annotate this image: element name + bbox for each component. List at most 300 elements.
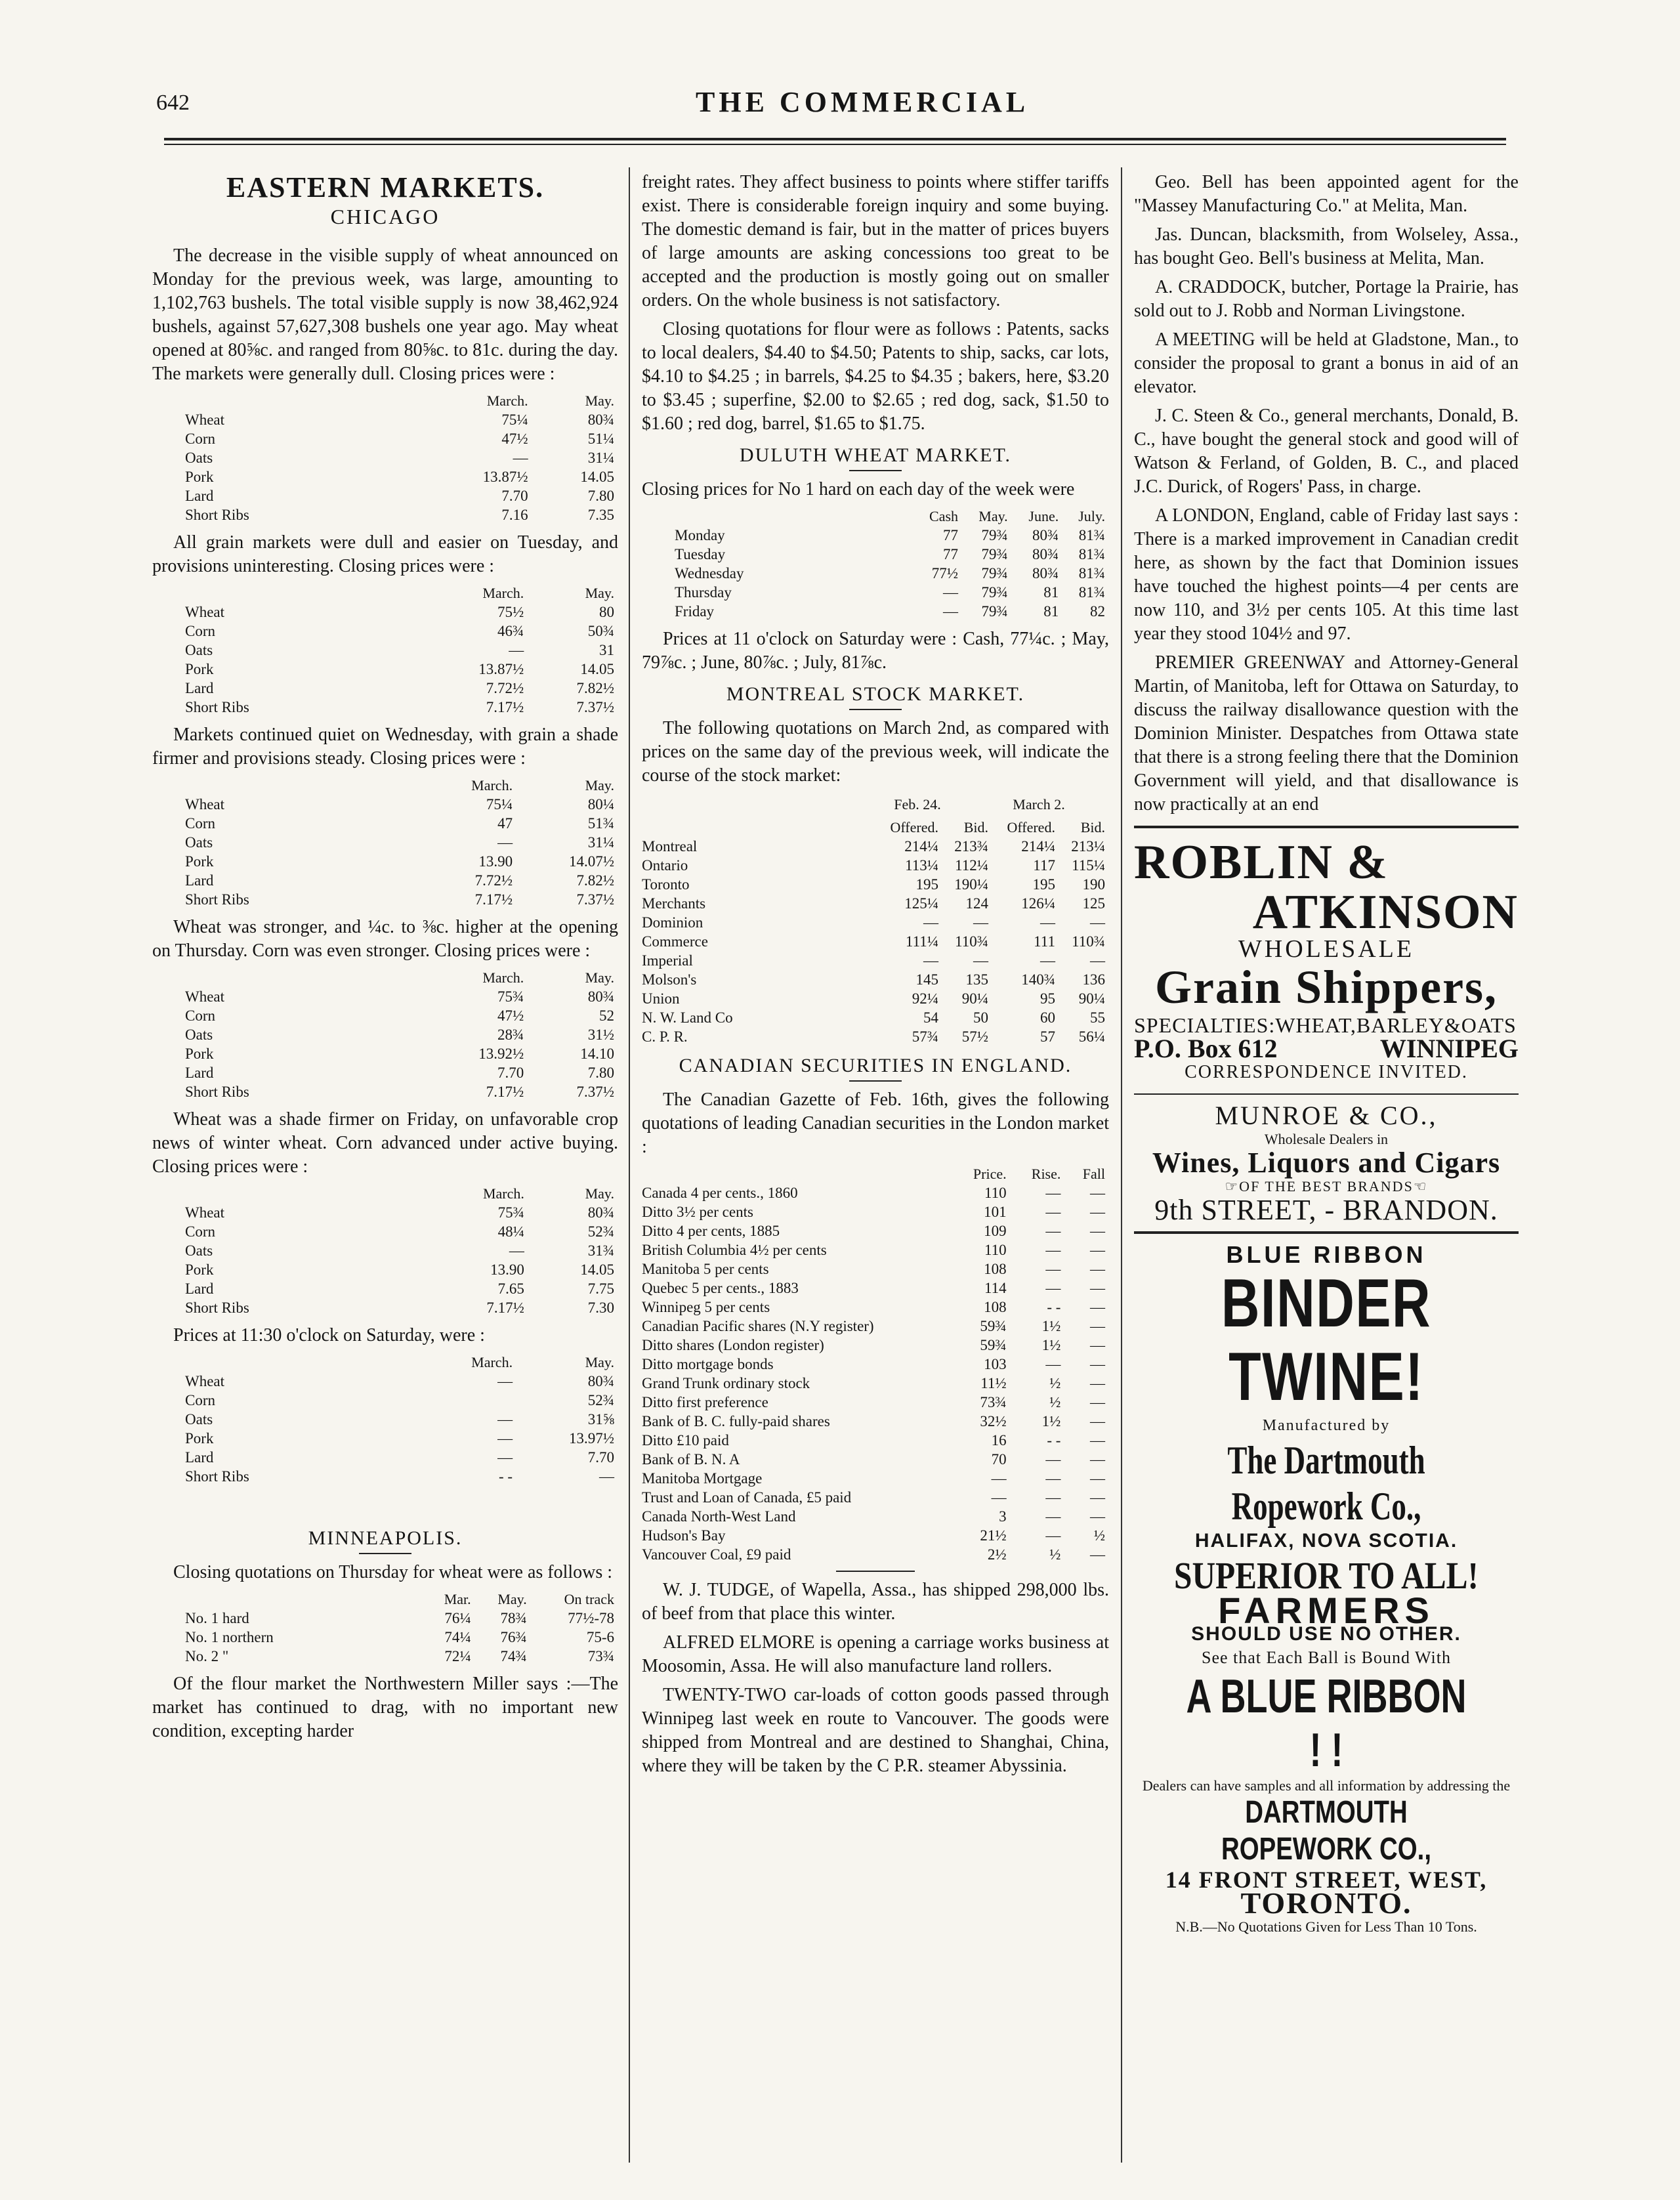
row-value: 80¾ — [587, 1373, 614, 1389]
news-item: Jas. Duncan, blacksmith, from Wolseley, Assa., has bought Geo. Bell's business at Melita, Man. — [1134, 224, 1519, 268]
row-value: 74¼ — [444, 1629, 471, 1645]
row-value: 213¾ — [954, 838, 988, 855]
row-value: 31¼ — [587, 450, 614, 466]
row-value: 56¼ — [1078, 1028, 1105, 1045]
montreal-date-march: March 2. — [1013, 796, 1065, 813]
table-header-cell: Cash — [929, 508, 959, 524]
row-value: 7.65 — [497, 1280, 524, 1297]
row-value: 7.17½ — [486, 1084, 524, 1100]
row-value: 80¾ — [587, 988, 614, 1005]
row-value: 125¼ — [904, 895, 938, 912]
row-value: 110¾ — [1072, 933, 1105, 950]
montreal-date-headers — [642, 793, 1109, 816]
row-value: 190 — [1082, 876, 1105, 893]
ad-twine-see-that: See that Each Ball is Bound With — [1202, 1648, 1451, 1667]
news-tudge: W. J. TUDGE, of Wapella, Assa., has shipped 298,000 lbs. of beef from that place this winter. — [642, 1580, 1109, 1624]
ad-roblin-address — [1134, 1034, 1519, 1063]
chicago-tuesday-text: All grain markets were dull and easier on Tuesday, and provisions uninteresting. Closing prices were : — [152, 532, 618, 576]
row-value: 7.70 — [497, 1065, 524, 1081]
column-news-and-ads — [1134, 171, 1519, 1939]
row-value: 13.87½ — [478, 661, 524, 677]
chicago-saturday-table — [152, 1353, 618, 1486]
row-value: 79¾ — [981, 565, 1008, 582]
table-row — [152, 698, 618, 717]
row-value: — — [1090, 1546, 1105, 1563]
row-value: 7.75 — [587, 1280, 614, 1297]
row-value: 7.16 — [501, 507, 528, 523]
row-label: Lard — [185, 680, 214, 696]
row-label: Oats — [185, 1411, 213, 1428]
table-row — [642, 526, 1109, 545]
row-value: 80¾ — [1032, 565, 1059, 582]
table-header-cell — [152, 1184, 423, 1203]
table-header-cell: June. — [1028, 508, 1059, 524]
row-value: 214¼ — [904, 838, 938, 855]
table-row — [642, 1240, 1109, 1259]
row-value: 79¾ — [981, 527, 1008, 543]
subheading-chicago: CHICAGO — [330, 205, 440, 228]
subheading-minneapolis: MINNEAPOLIS. — [308, 1527, 463, 1549]
ad-divider — [1134, 1231, 1519, 1234]
row-value: 57½ — [961, 1028, 988, 1045]
chicago-wednesday-text: Markets continued quiet on Wednesday, with grain a shade firmer and provisions steady. Closing prices were : — [152, 725, 618, 769]
table-row — [642, 837, 1109, 856]
row-value: — — [1090, 1413, 1105, 1429]
ad-munroe-address: 9th STREET, - BRANDON. — [1154, 1194, 1498, 1226]
row-value: — — [1045, 1470, 1061, 1487]
table-row — [152, 795, 618, 814]
table-row — [152, 890, 618, 909]
row-value: 72¼ — [444, 1648, 471, 1664]
row-label: Pork — [185, 1430, 214, 1447]
row-label: Grand Trunk ordinary stock — [642, 1375, 810, 1391]
row-value: 1½ — [1041, 1413, 1061, 1429]
ad-munroe-dealers: Wholesale Dealers in — [1264, 1131, 1389, 1147]
table-row — [152, 486, 618, 505]
table-row — [152, 1467, 618, 1486]
row-value: 82 — [1090, 603, 1105, 620]
ad-twine-superior: SUPERIOR TO ALL! — [1174, 1554, 1479, 1597]
row-value: — — [1090, 1204, 1105, 1220]
row-label: No. 2 " — [185, 1648, 229, 1664]
row-value: 74¾ — [500, 1648, 527, 1664]
row-label: Short Ribs — [185, 1300, 249, 1316]
chicago-thursday-text: Wheat was stronger, and ¼c. to ⅜c. higher at the opening on Thursday. Corn was even stronger. Closing prices were : — [152, 917, 618, 961]
table-row — [152, 1082, 618, 1101]
news-item: A MEETING will be held at Gladstone, Man., to consider the proposal to grant a bonus in aid of an elevator. — [1134, 329, 1519, 397]
row-value: — — [1045, 1223, 1061, 1239]
table-row — [152, 429, 618, 448]
section-rule — [849, 709, 902, 710]
row-value: — — [1090, 1299, 1105, 1315]
row-value: — — [1090, 1356, 1105, 1372]
table-header-cell: July. — [1078, 508, 1105, 524]
row-value: - - — [1047, 1432, 1061, 1449]
row-label: Wednesday — [675, 565, 744, 582]
row-value: 2½ — [987, 1546, 1007, 1563]
row-label: Winnipeg 5 per cents — [642, 1299, 770, 1315]
row-value: — — [599, 1468, 614, 1485]
row-value: 14.05 — [580, 661, 614, 677]
row-value: 14.10 — [580, 1046, 614, 1062]
row-value: 79¾ — [981, 603, 1008, 620]
table-row — [642, 1412, 1109, 1431]
row-value: 7.17½ — [486, 699, 524, 715]
ad-twine-no-other: SHOULD USE NO OTHER. — [1191, 1623, 1461, 1645]
montreal-table — [642, 818, 1109, 1046]
table-row — [152, 1044, 618, 1063]
table-row — [642, 1488, 1109, 1507]
table-row — [152, 1298, 618, 1317]
table-row — [152, 622, 618, 641]
row-value: — — [1090, 952, 1105, 969]
row-value: 75-6 — [586, 1629, 614, 1645]
row-value: — — [1045, 1489, 1061, 1506]
table-row — [642, 989, 1109, 1008]
row-value: 81 — [1043, 584, 1059, 601]
table-header-cell: May. — [585, 1185, 614, 1202]
row-value: 75¼ — [501, 412, 528, 428]
row-value: 77½-78 — [568, 1610, 614, 1626]
row-value: 54 — [923, 1009, 938, 1026]
row-value: — — [497, 1430, 513, 1447]
row-label: Oats — [185, 642, 213, 658]
table-row — [642, 1183, 1109, 1202]
row-value: 140¾ — [1021, 971, 1055, 988]
row-label: Oats — [185, 1026, 213, 1043]
row-value: — — [943, 603, 959, 620]
row-label: Manitoba 5 per cents — [642, 1261, 769, 1277]
row-label: Ditto 3½ per cents — [642, 1204, 753, 1220]
montreal-intro: The following quotations on March 2nd, as compared with prices on the same day of the previous week, will indicate the course of the stock market: — [642, 718, 1109, 786]
table-row — [642, 583, 1109, 602]
table-row — [642, 1317, 1109, 1336]
row-value: 81¾ — [1078, 565, 1105, 582]
row-label: Vancouver Coal, £9 paid — [642, 1546, 791, 1563]
row-value: 59¾ — [980, 1318, 1007, 1334]
row-value: 77 — [943, 527, 959, 543]
row-label: Tuesday — [675, 546, 726, 562]
row-label: Lard — [185, 872, 214, 889]
table-row — [152, 410, 618, 429]
row-label: Canadian Pacific shares (N.Y register) — [642, 1318, 874, 1334]
table-row — [152, 1241, 618, 1260]
row-value: 14.07½ — [569, 853, 614, 870]
row-label: C. P. R. — [642, 1028, 688, 1045]
table-row — [642, 1027, 1109, 1046]
row-value: — — [1040, 914, 1055, 931]
news-item: Geo. Bell has been appointed agent for the "Massey Manufacturing Co." at Melita, Man. — [1134, 172, 1519, 216]
news-item: J. C. Steen & Co., general merchants, Donald, B. C., have bought the general stock and good will of Watson & Ferland, of Golden, B. C., and placed J.C. Durick, of Rogers' Pass, in charge. — [1134, 406, 1519, 497]
table-row — [642, 1393, 1109, 1412]
table-header-cell — [642, 1164, 950, 1183]
chicago-intro: The decrease in the visible supply of wheat announced on Monday for the previous week, was large, amounting to 1,102,763 bushels. The total visible supply is now 38,462,924 bushels, against 57,627,308 bushels one year ago. May wheat opened at 80⅝c. and ranged from 80⅝c. to 81c. during the day. The markets were generally dull. Closing prices were : — [152, 245, 618, 384]
row-value: 1½ — [1041, 1318, 1061, 1334]
chicago-wednesday-table — [152, 776, 618, 909]
row-label: Corn — [185, 815, 215, 832]
ad-munroe-products: Wines, Liquors and Cigars — [1152, 1147, 1501, 1179]
duluth-intro: Closing prices for No 1 hard on each day of the week were — [642, 479, 1075, 499]
row-value: 135 — [965, 971, 988, 988]
table-header-cell: Fall — [1082, 1166, 1105, 1182]
table-row — [642, 1202, 1109, 1221]
row-value: — — [973, 952, 988, 969]
news-elmore: ALFRED ELMORE is opening a carriage works business at Moosomin, Assa. He will also manufacture land rollers. — [642, 1632, 1109, 1676]
row-value: — — [1090, 1318, 1105, 1334]
table-row — [152, 641, 618, 660]
row-value: 115¼ — [1072, 857, 1105, 874]
table-row — [642, 1336, 1109, 1355]
row-value: — — [497, 1449, 513, 1466]
table-header-row — [152, 583, 618, 603]
table-row — [152, 1429, 618, 1448]
table-header-cell: March. — [482, 585, 524, 601]
row-label: Oats — [185, 450, 213, 466]
row-value: — — [1090, 1185, 1105, 1201]
row-label: Pork — [185, 469, 214, 485]
table-row — [152, 1372, 618, 1391]
table-row — [642, 1259, 1109, 1279]
row-value: 79¾ — [981, 546, 1008, 562]
row-value: 80¾ — [587, 1204, 614, 1221]
row-value: — — [1045, 1261, 1061, 1277]
table-row — [152, 1222, 618, 1241]
table-row — [642, 951, 1109, 970]
table-row — [152, 1025, 618, 1044]
table-header-cell: Rise. — [1031, 1166, 1061, 1182]
masthead-rule — [164, 138, 1506, 140]
masthead-rule-thin — [164, 144, 1506, 145]
row-label: Short Ribs — [185, 1084, 249, 1100]
table-row — [642, 913, 1109, 932]
table-header-row — [152, 968, 618, 987]
ad-twine-toronto: TORONTO. — [1240, 1886, 1412, 1920]
ad-divider — [1134, 1093, 1519, 1095]
row-label: Corn — [185, 431, 215, 447]
row-value: — — [1045, 1508, 1061, 1525]
ad-roblin-name: ROBLIN & — [1134, 836, 1389, 889]
row-value: 80¾ — [1032, 527, 1059, 543]
row-value: — — [1045, 1280, 1061, 1296]
section-rule — [836, 1571, 915, 1572]
row-label: Ontario — [642, 857, 688, 874]
row-label: Hudson's Bay — [642, 1527, 726, 1544]
chicago-thursday-table — [152, 968, 618, 1101]
row-value: 110 — [984, 1242, 1007, 1258]
row-value: 76¾ — [500, 1629, 527, 1645]
ad-roblin-wholesale: WHOLESALE — [1238, 935, 1415, 963]
row-label: Ditto shares (London register) — [642, 1337, 824, 1353]
row-value: 92¼ — [912, 990, 938, 1007]
row-value: 108 — [984, 1299, 1007, 1315]
row-label: Montreal — [642, 838, 698, 855]
freight-text: freight rates. They affect business to points where stiffer tariffs exist. There is considerable foreign inquiry and some buying. The domestic demand is fair, but in the matter of prices buyers of large amounts are asking concessions too great to be accepted and the production is mostly going out on smaller orders. On the whole business is not satisfactory. — [642, 172, 1109, 310]
row-value: 81¾ — [1078, 546, 1105, 562]
row-value: — — [1090, 1470, 1105, 1487]
row-value: — — [513, 450, 528, 466]
row-value: 7.37½ — [576, 699, 614, 715]
montreal-date-feb: Feb. 24. — [894, 796, 941, 813]
row-value: — — [1090, 914, 1105, 931]
ad-roblin-box: P.O. Box 612 — [1134, 1034, 1278, 1063]
row-value: — — [1090, 1375, 1105, 1391]
ad-roblin-city: WINNIPEG — [1379, 1034, 1519, 1063]
ad-roblin-grain-shippers: Grain Shippers, — [1154, 961, 1498, 1013]
row-value: — — [1045, 1356, 1061, 1372]
row-value: 110¾ — [955, 933, 988, 950]
row-value: 48¼ — [497, 1223, 524, 1240]
row-value: 77½ — [931, 565, 959, 582]
table-row — [152, 1410, 618, 1429]
ad-atkinson-name: ATKINSON — [1252, 885, 1519, 939]
table-header-cell — [152, 776, 423, 795]
row-value: 52¾ — [587, 1392, 614, 1408]
section-heading-eastern-markets: EASTERN MARKETS. — [226, 171, 545, 203]
row-value: 77 — [943, 546, 959, 562]
row-label: Imperial — [642, 952, 693, 969]
table-row — [152, 1391, 618, 1410]
table-row — [152, 814, 618, 833]
row-label: Short Ribs — [185, 507, 249, 523]
table-row — [642, 894, 1109, 913]
table-header-row — [152, 1590, 618, 1609]
row-value: 73¾ — [980, 1394, 1007, 1410]
row-value: 101 — [984, 1204, 1007, 1220]
row-value: — — [973, 914, 988, 931]
ad-roblin-correspondence: CORRESPONDENCE INVITED. — [1185, 1062, 1468, 1082]
row-label: Bank of B. C. fully-paid shares — [642, 1413, 830, 1429]
table-row — [152, 852, 618, 871]
table-header-cell: May. — [585, 969, 614, 986]
table-row — [642, 1279, 1109, 1298]
row-label: Corn — [185, 1007, 215, 1024]
table-row — [642, 856, 1109, 875]
row-value: — — [1045, 1451, 1061, 1468]
table-header-cell: March. — [471, 1354, 513, 1370]
table-header-cell: March. — [486, 392, 528, 409]
ad-twine-street: 14 FRONT STREET, WEST, — [1165, 1867, 1488, 1893]
row-label: No. 1 hard — [185, 1610, 249, 1626]
table-row — [152, 679, 618, 698]
row-value: 7.17½ — [474, 891, 513, 908]
row-label: Short Ribs — [185, 891, 249, 908]
row-value: 7.35 — [587, 507, 614, 523]
row-value: 50 — [973, 1009, 988, 1026]
table-row — [152, 505, 618, 524]
table-row — [642, 1221, 1109, 1240]
table-header-cell: Offered. — [890, 819, 938, 836]
row-value: — — [1090, 1432, 1105, 1449]
table-row — [642, 1298, 1109, 1317]
masthead-title: THE COMMERCIAL — [696, 86, 1030, 118]
row-label: Ditto first preference — [642, 1394, 768, 1410]
row-label: Wheat — [185, 1204, 225, 1221]
row-label: Lard — [185, 1449, 214, 1466]
ad-twine-blue-ribbon: BLUE RIBBON — [1226, 1241, 1427, 1268]
row-value: 1½ — [1041, 1337, 1061, 1353]
table-row — [642, 564, 1109, 583]
table-header-cell: On track — [564, 1591, 614, 1607]
row-value: 13.90 — [478, 853, 513, 870]
row-value: — — [1090, 1223, 1105, 1239]
row-value: 78¾ — [500, 1610, 527, 1626]
duluth-saturday-text: Prices at 11 o'clock on Saturday were : Cash, 77¼c. ; May, 79⅞c. ; June, 80⅞c. ; July, 81⅞c. — [642, 629, 1109, 673]
row-value: — — [991, 1489, 1007, 1506]
row-label: Manitoba Mortgage — [642, 1470, 763, 1487]
row-value: 213¼ — [1071, 838, 1105, 855]
row-value: 73¾ — [587, 1648, 614, 1664]
row-value: 59¾ — [980, 1337, 1007, 1353]
row-label: N. W. Land Co — [642, 1009, 733, 1026]
row-label: No. 1 northern — [185, 1629, 274, 1645]
row-value: 32½ — [980, 1413, 1007, 1429]
row-label: Wheat — [185, 604, 225, 620]
row-value: — — [1045, 1204, 1061, 1220]
table-header-cell — [642, 507, 913, 526]
row-value: 75½ — [497, 604, 524, 620]
row-value: 81¾ — [1078, 584, 1105, 601]
table-row — [152, 1609, 618, 1628]
table-row — [152, 1063, 618, 1082]
row-value: 47½ — [501, 431, 528, 447]
row-value: 47½ — [497, 1007, 524, 1024]
column-markets-continued — [642, 171, 1109, 1783]
row-value: 117 — [1033, 857, 1055, 874]
row-value: — — [943, 584, 959, 601]
table-row — [152, 833, 618, 852]
row-label: Thursday — [675, 584, 732, 601]
subheading-montreal: MONTREAL STOCK MARKET. — [726, 683, 1025, 705]
row-value: — — [509, 642, 524, 658]
row-value: 111 — [1034, 933, 1055, 950]
row-value: 76¼ — [444, 1610, 471, 1626]
table-header-row — [152, 1184, 618, 1203]
row-value: 214¼ — [1021, 838, 1055, 855]
ad-twine-manufactured: Manufactured by — [1262, 1417, 1391, 1434]
row-value: 7.82½ — [576, 680, 614, 696]
row-value: — — [509, 1242, 524, 1259]
ad-binder-twine — [1134, 1243, 1519, 1939]
table-row — [642, 1469, 1109, 1488]
news-cotton: TWENTY-TWO car-loads of cotton goods passed through Winnipeg last week en route to Vancouver. The goods were shipped from Montreal and are destined to Shanghai, China, where they will be taken by the C P.R. steamer Abyssinia. — [642, 1685, 1109, 1776]
row-value: 21½ — [980, 1527, 1007, 1544]
table-row — [642, 602, 1109, 621]
table-header-cell — [152, 1353, 423, 1372]
row-value: 31 — [599, 642, 614, 658]
section-rule — [849, 1080, 902, 1082]
row-label: Lard — [185, 1065, 214, 1081]
row-label: Corn — [185, 1392, 215, 1408]
table-header-cell: Bid. — [1080, 819, 1105, 836]
table-row — [152, 987, 618, 1006]
row-value: 125 — [1082, 895, 1105, 912]
row-label: Pork — [185, 1046, 214, 1062]
ad-twine-binder-twine: BINDER TWINE! — [1221, 1265, 1432, 1415]
table-header-cell: May. — [585, 777, 614, 793]
row-label: Bank of B. N. A — [642, 1451, 740, 1468]
row-value: 114 — [984, 1280, 1007, 1296]
row-label: Union — [642, 990, 680, 1007]
table-header-row — [642, 507, 1109, 526]
table-row — [642, 1545, 1109, 1564]
securities-table — [642, 1164, 1109, 1564]
table-header-cell — [642, 818, 875, 837]
table-row — [642, 1431, 1109, 1450]
row-value: 108 — [984, 1261, 1007, 1277]
row-value: ½ — [1049, 1394, 1061, 1410]
row-value: 31½ — [587, 1026, 614, 1043]
table-header-cell: March. — [482, 1185, 524, 1202]
